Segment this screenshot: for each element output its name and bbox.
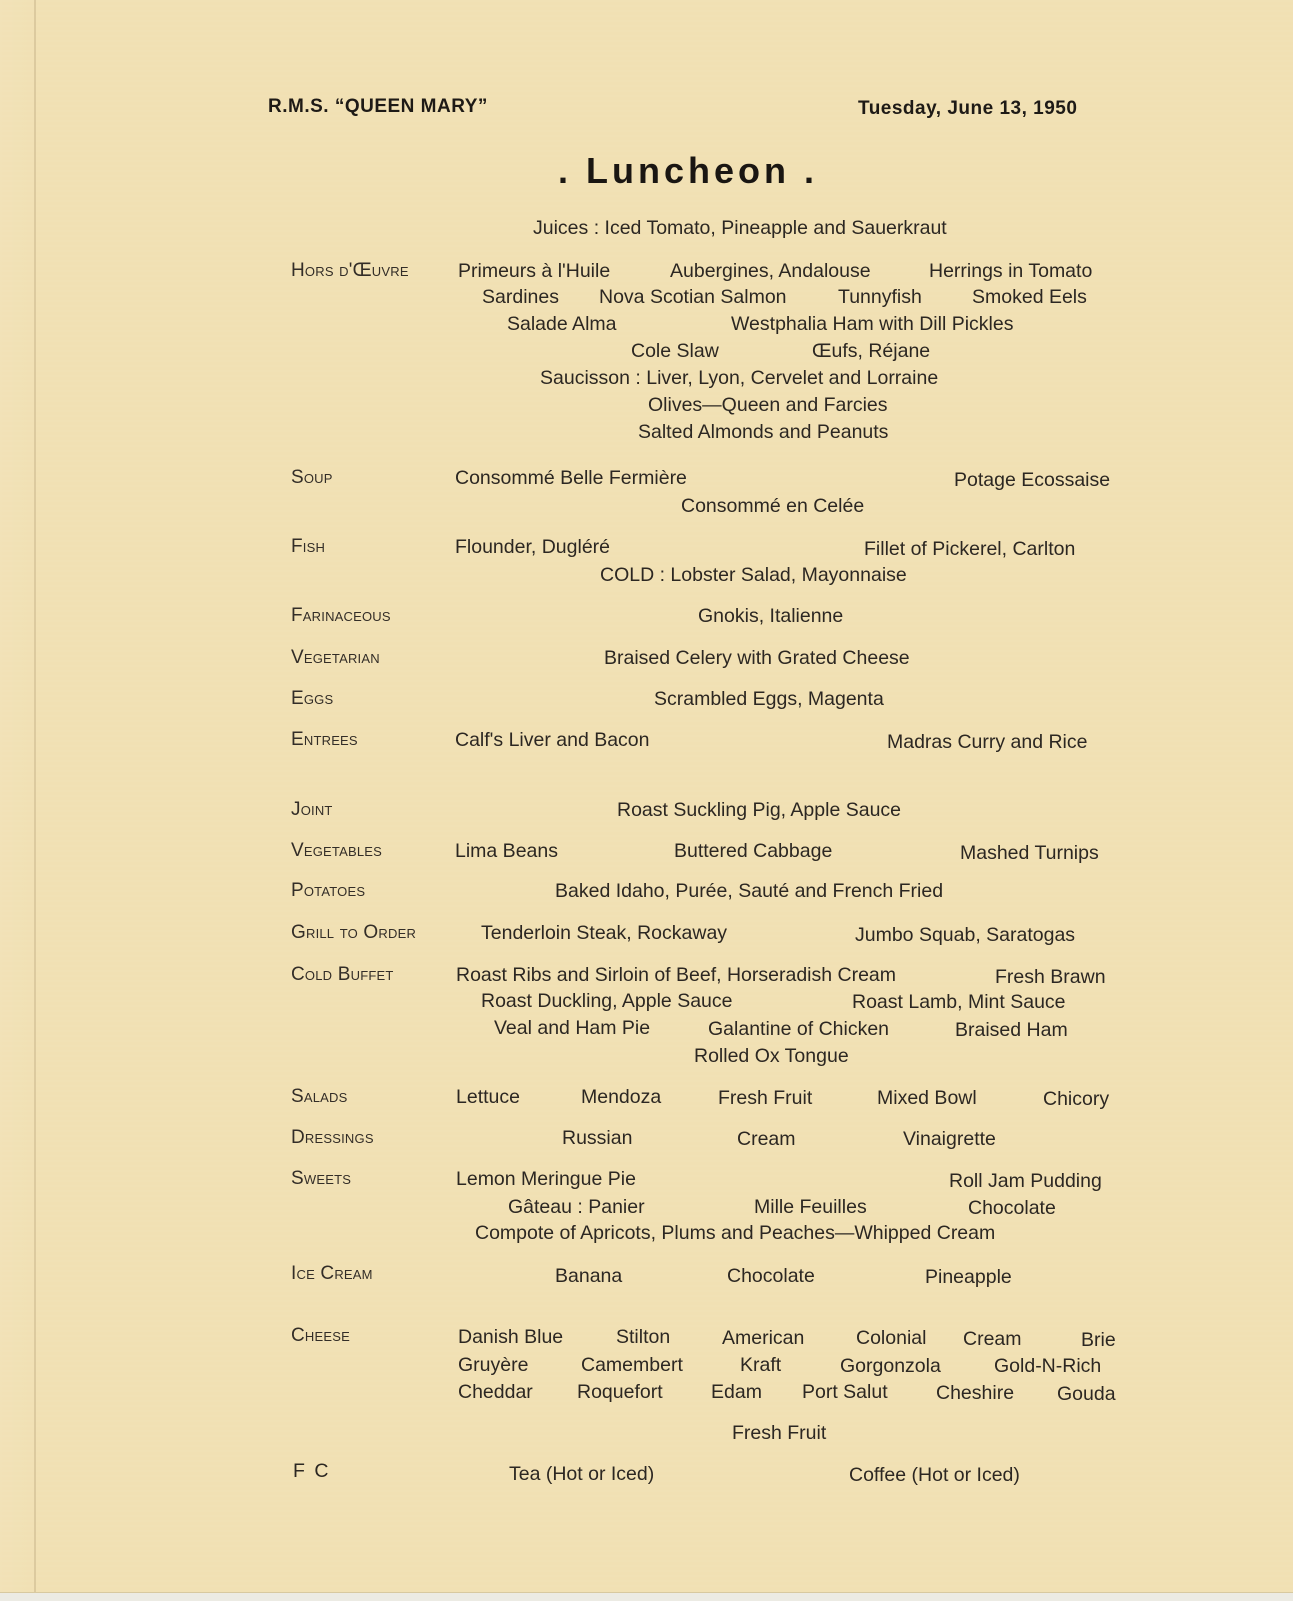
section-label-ice-cream: Ice Cream [291, 1263, 373, 1284]
menu-item: Gorgonzola [840, 1355, 941, 1377]
menu-item: Chocolate [727, 1265, 815, 1287]
section-label-hors-doeuvre: Hors d'Œuvre [291, 260, 409, 281]
menu-item: Fresh Fruit [718, 1087, 813, 1109]
section-label-sweets: Sweets [291, 1168, 352, 1189]
menu-item: Roquefort [577, 1381, 663, 1403]
menu-item: Rolled Ox Tongue [694, 1045, 849, 1067]
menu-item: Pineapple [925, 1266, 1012, 1288]
menu-item: Chicory [1043, 1088, 1110, 1110]
menu-date: Tuesday, June 13, 1950 [858, 98, 1078, 119]
juices-line: Juices : Iced Tomato, Pineapple and Sauerkraut [533, 217, 947, 239]
ship-name: R.M.S. “QUEEN MARY” [268, 96, 488, 117]
menu-item: Buttered Cabbage [674, 840, 833, 862]
menu-item: Roll Jam Pudding [949, 1170, 1102, 1192]
menu-item: Port Salut [802, 1381, 888, 1403]
menu-item: Cheshire [936, 1382, 1015, 1404]
section-label-vegetarian: Vegetarian [291, 647, 380, 668]
section-label-farinaceous: Farinaceous [291, 605, 391, 626]
menu-item: Baked Idaho, Purée, Sauté and French Fried [555, 880, 944, 902]
menu-item: Westphalia Ham with Dill Pickles [731, 313, 1014, 335]
menu-item: Jumbo Squab, Saratogas [855, 924, 1076, 946]
menu-item: Cream [963, 1328, 1022, 1350]
menu-item: Herrings in Tomato [929, 260, 1093, 282]
menu-item: Roast Duckling, Apple Sauce [481, 990, 733, 1012]
menu-item: Primeurs à l'Huile [458, 260, 611, 282]
menu-item: Consommé Belle Fermière [455, 467, 687, 489]
menu-item: Danish Blue [458, 1326, 564, 1348]
menu-item: Camembert [581, 1354, 683, 1376]
menu-item: Braised Celery with Grated Cheese [604, 647, 910, 669]
section-label-cheese: Cheese [291, 1325, 350, 1346]
menu-title: . Luncheon . [558, 150, 818, 191]
section-label-eggs: Eggs [291, 688, 334, 709]
menu-item: Madras Curry and Rice [887, 731, 1088, 753]
section-label-cold-buffet: Cold Buffet [291, 964, 394, 985]
section-label-potatoes: Potatoes [291, 880, 366, 901]
menu-item: Gouda [1057, 1383, 1116, 1405]
menu-item: Gâteau : Panier [508, 1196, 645, 1218]
menu-item: Fresh Brawn [995, 966, 1106, 988]
menu-item: Brie [1081, 1329, 1116, 1351]
menu-item: American [722, 1327, 805, 1349]
menu-item: Tea (Hot or Iced) [509, 1463, 655, 1485]
menu-item: Consommé en Celée [681, 495, 865, 517]
menu-item: Kraft [740, 1354, 782, 1376]
section-label-entrees: Entrees [291, 729, 358, 750]
section-label-soup: Soup [291, 467, 333, 488]
menu-item: Lettuce [456, 1086, 520, 1108]
menu-item: Calf's Liver and Bacon [455, 729, 650, 751]
menu-item: Roast Lamb, Mint Sauce [852, 991, 1066, 1013]
menu-item: Saucisson : Liver, Lyon, Cervelet and Lorraine [540, 367, 939, 389]
menu-item: Chocolate [968, 1197, 1056, 1219]
menu-item: Compote of Apricots, Plums and Peaches—Whipped Cream [475, 1222, 996, 1244]
section-label-vegetables: Vegetables [291, 840, 383, 861]
menu-item: Mixed Bowl [877, 1087, 977, 1109]
menu-item: Gold-N-Rich [994, 1355, 1102, 1377]
menu-item: Galantine of Chicken [708, 1018, 890, 1040]
menu-item: Braised Ham [955, 1019, 1068, 1041]
menu-item: Gnokis, Italienne [698, 605, 844, 627]
menu-item: Lima Beans [455, 840, 558, 862]
menu-item: Smoked Eels [972, 286, 1087, 308]
menu-item: Nova Scotian Salmon [599, 286, 787, 308]
menu-item: Gruyère [458, 1354, 529, 1376]
menu-item: Cole Slaw [631, 340, 719, 362]
menu-item: Russian [562, 1127, 633, 1149]
section-label-joint: Joint [291, 799, 333, 820]
section-label-salads: Salads [291, 1086, 348, 1107]
menu-item: Stilton [616, 1326, 671, 1348]
paper-fold [34, 0, 36, 1592]
menu-item: Vinaigrette [903, 1128, 996, 1150]
menu-item: Colonial [856, 1327, 927, 1349]
menu-item: Mendoza [581, 1086, 662, 1108]
menu-item: Mashed Turnips [960, 842, 1099, 864]
menu-item: Roast Suckling Pig, Apple Sauce [617, 799, 902, 821]
menu-item: Scrambled Eggs, Magenta [654, 688, 884, 710]
menu-item: Roast Ribs and Sirloin of Beef, Horseradish Cream [456, 964, 897, 986]
menu-item: Flounder, Dugléré [455, 536, 611, 558]
menu-item: Edam [711, 1381, 762, 1403]
menu-item: Coffee (Hot or Iced) [849, 1464, 1020, 1486]
menu-item: COLD : Lobster Salad, Mayonnaise [600, 564, 907, 586]
menu-item: Cream [737, 1128, 796, 1150]
menu-item: Salted Almonds and Peanuts [638, 421, 889, 443]
menu-item: Salade Alma [507, 313, 617, 335]
menu-item: Cheddar [458, 1381, 533, 1403]
menu-item: Mille Feuilles [754, 1196, 867, 1218]
section-label-grill: Grill to Order [291, 922, 417, 943]
menu-item: Aubergines, Andalouse [670, 260, 871, 282]
menu-item: Tunnyfish [838, 286, 922, 308]
menu-item: Fillet of Pickerel, Carlton [864, 538, 1076, 560]
menu-item: Banana [555, 1265, 623, 1287]
menu-item: Veal and Ham Pie [494, 1017, 651, 1039]
menu-item: Œufs, Réjane [812, 340, 931, 362]
section-label-fish: Fish [291, 536, 326, 557]
section-label-dressings: Dressings [291, 1127, 374, 1148]
menu-item: Olives—Queen and Farcies [648, 394, 888, 416]
section-label-fc: F C [293, 1460, 331, 1482]
fresh-fruit-line: Fresh Fruit [732, 1422, 827, 1444]
menu-item: Tenderloin Steak, Rockaway [481, 922, 728, 944]
menu-item: Sardines [482, 286, 559, 308]
menu-item: Lemon Meringue Pie [456, 1168, 636, 1190]
menu-item: Potage Ecossaise [954, 469, 1111, 491]
